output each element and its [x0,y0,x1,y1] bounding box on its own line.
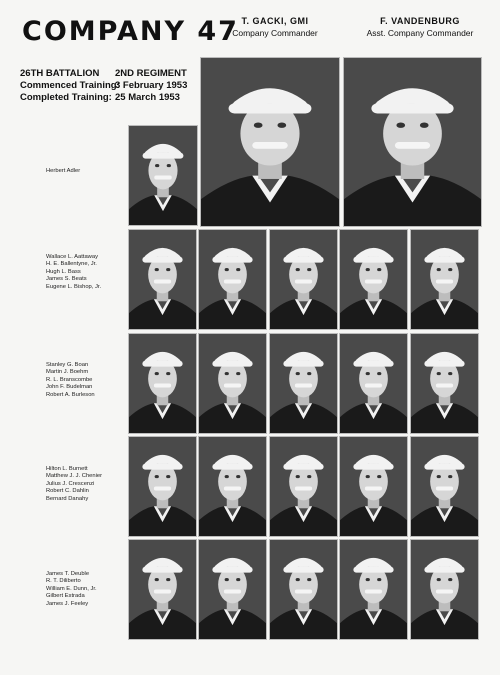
training-info [20,68,187,104]
recruit-photo [269,333,338,434]
sailor-portrait [270,540,337,639]
sailor-portrait [340,334,407,433]
caption-name: Julius J. Crescenzi [46,480,95,487]
recruit-photo [198,539,267,640]
recruit-photo [198,436,267,537]
caption-name: Bernard Danahy [46,495,89,502]
recruit-photo [128,539,197,640]
recruit-photo [269,436,338,537]
officer-photo [200,57,340,227]
sailor-portrait [199,334,266,433]
recruit-photo [198,333,267,434]
completed-value: 25 March 1953 [115,92,180,103]
recruit-photo [410,436,479,537]
caption-group-1 [46,254,124,291]
sailor-portrait [344,58,481,226]
commenced-label: Commenced Training: [20,80,120,91]
page-title: COMPANY 47 [22,16,239,47]
sailor-portrait [411,437,478,536]
caption-group-4 [46,571,124,608]
commander-role: Company Commander [232,28,318,38]
caption-name: Wallace L. Aattaway [46,254,98,260]
caption-name: Robert C. Dahlin [46,488,89,495]
caption-name: Gilbert Estrada [46,593,85,600]
sailor-portrait [340,437,407,536]
recruit-photo [269,539,338,640]
caption-group-2 [46,362,124,399]
sailor-portrait [411,334,478,433]
caption-name: Robert A. Burleson [46,391,95,398]
caption-name: James T. Deuble [46,571,90,577]
sailor-portrait [340,230,407,329]
commenced-value: 3 February 1953 [115,80,188,91]
sailor-portrait [129,334,196,433]
recruit-photo [339,436,408,537]
sailor-portrait [340,540,407,639]
caption-name: H. E. Ballentyne, Jr. [46,261,97,268]
caption-name: Matthew J. J. Chenier [46,473,103,480]
caption-name: Hugh L. Bass [46,268,81,275]
assistant-name: F. VANDENBURG [380,16,460,26]
recruit-photo [269,229,338,330]
regiment: 2ND REGIMENT [115,68,187,79]
recruit-photo [410,539,479,640]
sailor-portrait [199,437,266,536]
caption-name: John F. Budelman [46,384,93,391]
completed-label: Completed Training: [20,92,112,103]
recruit-photo [339,229,408,330]
sailor-portrait [411,540,478,639]
sailor-portrait [129,126,197,225]
caption-name: James J. Feeley [46,600,89,607]
caption-name: Herbert Adler [46,168,81,174]
recruit-photo [128,333,197,434]
sailor-portrait [201,58,339,226]
sailor-portrait [129,540,196,639]
sailor-portrait [199,230,266,329]
recruit-photo [128,229,197,330]
sailor-portrait [270,437,337,536]
caption-group-3 [46,466,124,503]
caption-name: Martin J. Boehm [46,369,89,376]
recruit-photo [128,436,197,537]
caption-name: R. T. Diliberto [46,578,81,585]
recruit-photo [339,539,408,640]
recruit-photo [128,125,198,226]
sailor-portrait [270,230,337,329]
assistant-commander [355,15,485,39]
battalion: 26TH BATTALION [20,68,100,79]
caption-name: R. L. Branscombe [46,376,93,383]
caption-name: James S. Beats [46,276,87,283]
sailor-portrait [411,230,478,329]
recruit-photo [410,229,479,330]
caption-name: Hilton L. Burnett [46,466,88,472]
sailor-portrait [129,437,196,536]
recruit-photo [198,229,267,330]
caption-name: William E. Dunn, Jr. [46,585,97,592]
sailor-portrait [129,230,196,329]
commander-name: T. GACKI, GMI [241,16,309,26]
recruit-photo [339,333,408,434]
sailor-portrait [270,334,337,433]
caption-name: Stanley G. Boan [46,362,89,368]
caption-name: Eugene L. Bishop, Jr. [46,283,102,290]
company-commander [220,15,330,39]
sailor-portrait [199,540,266,639]
recruit-photo [410,333,479,434]
assistant-role: Asst. Company Commander [366,28,474,38]
officer-photo [343,57,482,227]
caption-group-0 [46,168,124,175]
